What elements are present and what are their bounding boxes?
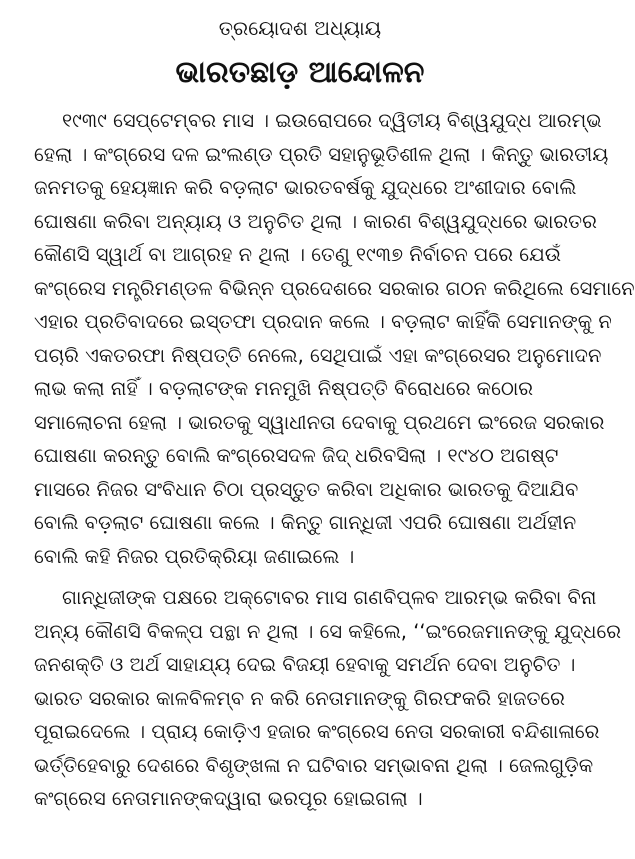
text-line: ଘୋଷଣା କରିବା ଅନ୍ୟାୟ ଓ ଅନୁଚିତ ଥିଲା । କାରଣ ବିଶ୍ୱଯୁଦ୍ଧରେ ଭାରତର	[34, 209, 597, 233]
text-line: ଘୋଷଣା କରନ୍ତୁ ବୋଲି କଂଗ୍ରେସଦଳ ଜିଦ୍ ଧରିବସିଲା । ୧୯୪୦ ଅଗଷ୍ଟ	[34, 444, 559, 467]
text-line: ହେଲା । କଂଗ୍ରେସ ଦଳ ଇଂଲଣ୍ଡ ପ୍ରତି ସହାନୁଭୂତିଶୀଳ ଥିଲା । କିନ୍ତୁ ଭାରତୀୟ	[34, 142, 609, 166]
text-line: ଲାଭ କଲା ନାହିଁ । ବଡ଼ଲାଟଙ୍କ ମନମୁଖି ନିଷ୍ପତ୍ତି ବିରୋଧରେ କଠୋର	[34, 377, 534, 400]
text-line: ପୂରାଇଦେଲେ । ପ୍ରାୟ କୋଡ଼ିଏ ହଜାର କଂଗ୍ରେସ ନେତା ସରକାରୀ ବନ୍ଦିଶାଳାରେ	[34, 720, 600, 743]
text-line: ଜନମତକୁ ହେୟଜ୍ଞାନ କରି ବଡ଼ଲାଟ ଭାରତବର୍ଷକୁ ଯୁଦ୍ଧରେ ଅଂଶୀଦାର ବୋଲି	[34, 176, 577, 199]
text-line: ଭାରତ ସରକାର କାଳବିଳମ୍ବ ନ କରି ନେତାମାନଙ୍କୁ ଗିରଫକରି ହାଜତରେ	[34, 686, 565, 710]
text-line: ଏହାର ପ୍ରତିବାଦରେ ଇସ୍ତଫା ପ୍ରଦାନ କଲେ । ବଡ଼ଲାଟ କାହିଁକି ସେମାନଙ୍କୁ ନ	[34, 310, 612, 333]
text-line: ଭର୍ତ୍ତିହେବାରୁ ଦେଶରେ ବିଶୃଙ୍ଖଳା ନ ଘଟିବାର ସମ୍ଭାବନା ଥିଲା । ଜେଲଗୁଡ଼ିକ	[34, 753, 594, 777]
paragraph-1	[34, 104, 635, 573]
text-line: ପଚାରି ଏକତରଫା ନିଷ୍ପତ୍ତି ନେଲେ, ସେଥିପାଇଁ ଏହା କଂଗ୍ରେସର ଅନୁମୋଦନ	[34, 343, 602, 367]
text-line: ମାସରେ ନିଜର ସଂବିଧାନ ଚିଠା ପ୍ରସ୍ତୁତ କରିବା ଅଧିକାର ଭାରତକୁ ଦିଆଯିବ	[34, 477, 579, 501]
text-line: ବୋଲି ବଡ଼ଲାଟ ଘୋଷଣା କଲେ । କିନ୍ତୁ ଗାନ୍ଧିଜୀ ଏପରି ଘୋଷଣା ଅର୍ଥହୀନ	[34, 511, 577, 534]
text-line: ୧୯୩୯ ସେପ୍ଟେମ୍ବର ମାସ । ଇଉରୋପରେ ଦ୍ୱିତୀୟ ବିଶ୍ୱଯୁଦ୍ଧ ଆରମ୍ଭ	[62, 109, 602, 132]
text-line: କଂଗ୍ରେସ ନେତାମାନଙ୍କଦ୍ୱାରା ଭରପୂର ହୋଇଗଲା ।	[34, 787, 423, 810]
text-line: କଂଗ୍ରେସ ମନ୍ତ୍ରିମଣ୍ଡଳ ବିଭିନ୍ନ ପ୍ରଦେଶରେ ସରକାର ଗଠନ କରିଥିଲେ ସେମାନେ	[34, 276, 635, 300]
text-line: ଗାନ୍ଧିଜୀଙ୍କ ପକ୍ଷରେ ଅକ୍ଟୋବର ମାସ ଗଣବିପ୍ଳବ ଆରମ୍ଭ କରିବା ବିନା	[62, 586, 597, 609]
chapter-number: ତ୍ରୟୋଦଶ ଅଧ୍ୟାୟ	[218, 16, 382, 40]
paragraph-2	[34, 581, 621, 816]
text-line: ବୋଲି କହି ନିଜର ପ୍ରତିକ୍ରିୟା ଜଣାଇଲେ ।	[34, 544, 355, 568]
text-line: ଜନଶକ୍ତି ଓ ଅର୍ଥ ସାହାଯ୍ୟ ଦେଇ ବିଜୟୀ ହେବାକୁ ସମର୍ଥନ ଦେବା ଅନୁଚିତ ।	[34, 653, 576, 676]
chapter-title: ଭାରତଛାଡ଼ ଆନ୍ଦୋଳନ	[175, 55, 425, 90]
text-line: କୌଣସି ସ୍ୱାର୍ଥ ବା ଆଗ୍ରହ ନ ଥିଲା । ତେଣୁ ୧୯୩୭ ନିର୍ବାଚନ ପରେ ଯେଉଁ	[34, 243, 561, 266]
text-line: ଅନ୍ୟ କୌଣସି ବିକଳ୍ପ ପନ୍ଥା ନ ଥିଲା । ସେ କହିଲେ, ‘‘ଇଂରେଜମାନଙ୍କୁ ଯୁଦ୍ଧରେ	[34, 619, 621, 643]
text-line: ସମାଲୋଚନା ହେଲା । ଭାରତକୁ ସ୍ୱାଧୀନତା ଦେବାକୁ ପ୍ରଥମେ ଇଂରେଜ ସରକାର	[34, 410, 605, 434]
